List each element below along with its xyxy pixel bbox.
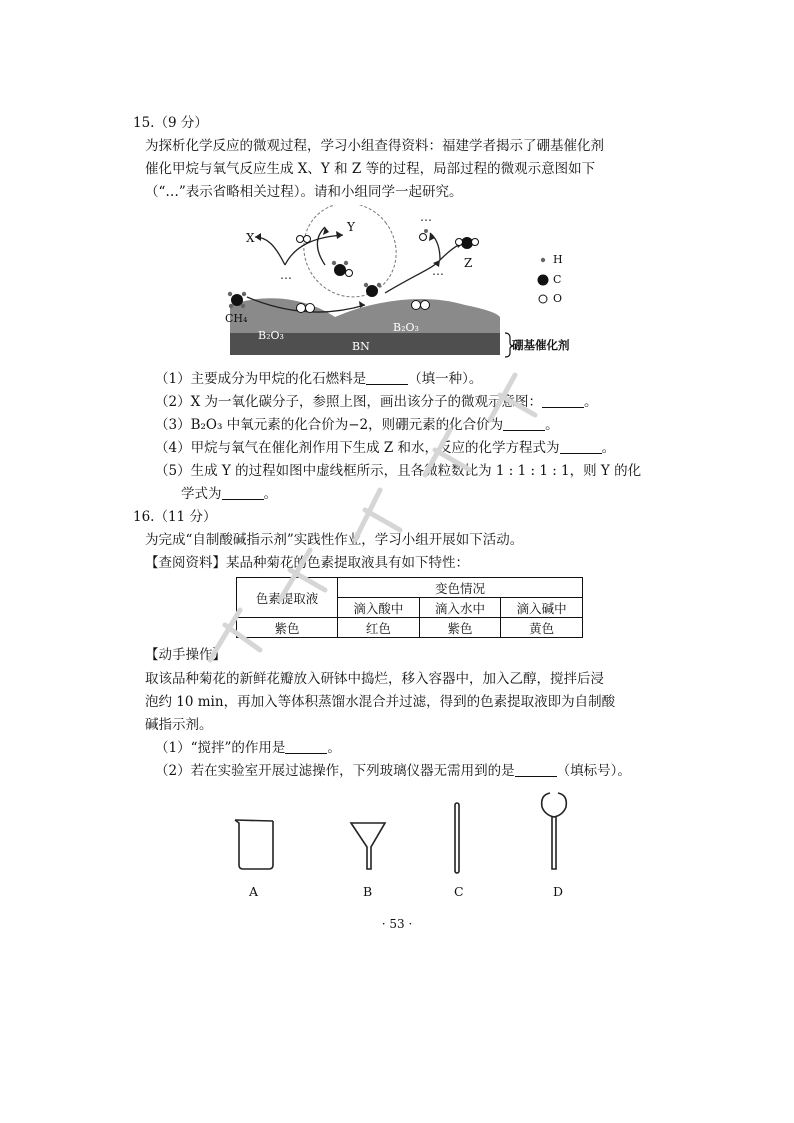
carbon-atom [231,294,243,306]
label-z: Z [464,256,473,270]
label-b2o3-left: B₂O₃ [258,329,284,342]
table-col-header: 色素提取液 [237,578,338,618]
q15-sub-2: （2）X 为一氧化碳分子，参照上图，画出该分子的微观示意图： 。 [155,394,598,410]
legend-o: O [553,292,563,305]
q15-sub-4: （4）甲烷与氧气在催化剂作用下生成 Z 和水，反应的化学方程式为 。 [155,440,616,456]
funnel-icon [351,823,385,869]
apparatus-label-a: A [249,884,259,899]
apparatus-figure [225,785,585,875]
apparatus-label-c: C [454,884,464,899]
glass-rod-icon [455,803,459,873]
label-y: Y [347,220,355,234]
arrow-path [285,235,343,265]
arrow-path [255,237,285,265]
answer-blank[interactable] [503,416,545,431]
table-subheader: 滴入酸中 [338,598,420,618]
table-row-label: 紫色 [237,618,338,638]
q16-operation-line-2: 泡约 10 min，再加入等体积蒸馏水混合并过滤，得到的色素提取液即为自制酸 [145,694,616,710]
long-stem-funnel-icon [542,793,567,869]
label-ch4: CH₄ [225,312,248,325]
label-bn: BN [352,340,370,353]
q15-header: 15.（9 分） [133,115,208,131]
table-row [237,618,583,638]
legend-c-dot [538,275,549,286]
table-cell: 紫色 [419,618,501,638]
answer-blank[interactable] [285,739,327,754]
q15-sub-5-cont: 学式为 。 [181,486,277,502]
answer-blank[interactable] [560,439,602,454]
indicator-table [236,577,583,638]
q15-sub-5: （5）生成 Y 的过程如图中虚线框所示，且各微粒数比为 1 : 1 : 1 : 1，则 Y 的化 [155,463,642,479]
q16-lookup: 【查阅资料】某品种菊花的色素提取液具有如下特性： [145,555,469,571]
label-x: X [246,231,255,245]
apparatus-label-d: D [553,884,564,899]
q15-intro-line-2: 催化甲烷与氧气反应生成 X、Y 和 Z 等的过程，局部过程的微观示意图如下 [145,161,596,177]
q16-sub-1: （1）“搅拌”的作用是 。 [155,740,341,756]
q16-intro: 为完成“自制酸碱指示剂”实践性作业，学习小组开展如下活动。 [145,532,524,548]
legend-h-dot [541,258,545,262]
apparatus-label-b: B [363,884,373,899]
legend-h: H [553,253,563,266]
q15-intro-line-3: （“…”表示省略相关过程）。请和小组同学一起研究。 [145,184,463,200]
page-number: · 53 · [381,917,413,931]
table-subheader: 滴入水中 [419,598,501,618]
legend-c: C [553,273,562,286]
beaker-icon [235,820,273,869]
answer-blank[interactable] [366,370,408,385]
svg-text:…: … [420,210,432,224]
q15-intro-line-1: 为探析化学反应的微观过程，学习小组查得资料：福建学者揭示了硼基催化剂 [145,138,604,154]
q16-operation-line-1: 取该品种菊花的新鲜花瓣放入研钵中捣烂，移入容器中，加入乙醇，搅拌后浸 [145,671,604,687]
svg-text:…: … [432,264,444,278]
table-subheader: 滴入碱中 [501,598,583,618]
label-catalyst: 硼基催化剂 [512,338,570,352]
table-cell: 黄色 [501,618,583,638]
label-b2o3-right: B₂O₃ [393,321,419,334]
answer-blank[interactable] [542,393,584,408]
q16-sub-2: （2）若在实验室开展过滤操作，下列玻璃仪器无需用到的是 （填标号）。 [155,763,631,779]
q16-operation-header: 【动手操作】 [145,647,226,663]
table-group-header: 变色情况 [338,578,583,598]
q15-sub-3: （3）B₂O₃ 中氧元素的化合价为−2，则硼元素的化合价为 。 [155,417,559,433]
answer-blank[interactable] [515,762,557,777]
q15-sub-1: （1）主要成分为甲烷的化石燃料是 （填一种）。 [155,371,483,387]
answer-blank[interactable] [222,485,264,500]
q16-operation-line-3: 碱指示剂。 [145,717,213,733]
legend-o-dot [539,295,547,303]
svg-text:…: … [280,268,292,282]
table-cell: 红色 [338,618,420,638]
q16-header: 16.（11 分） [133,509,217,525]
